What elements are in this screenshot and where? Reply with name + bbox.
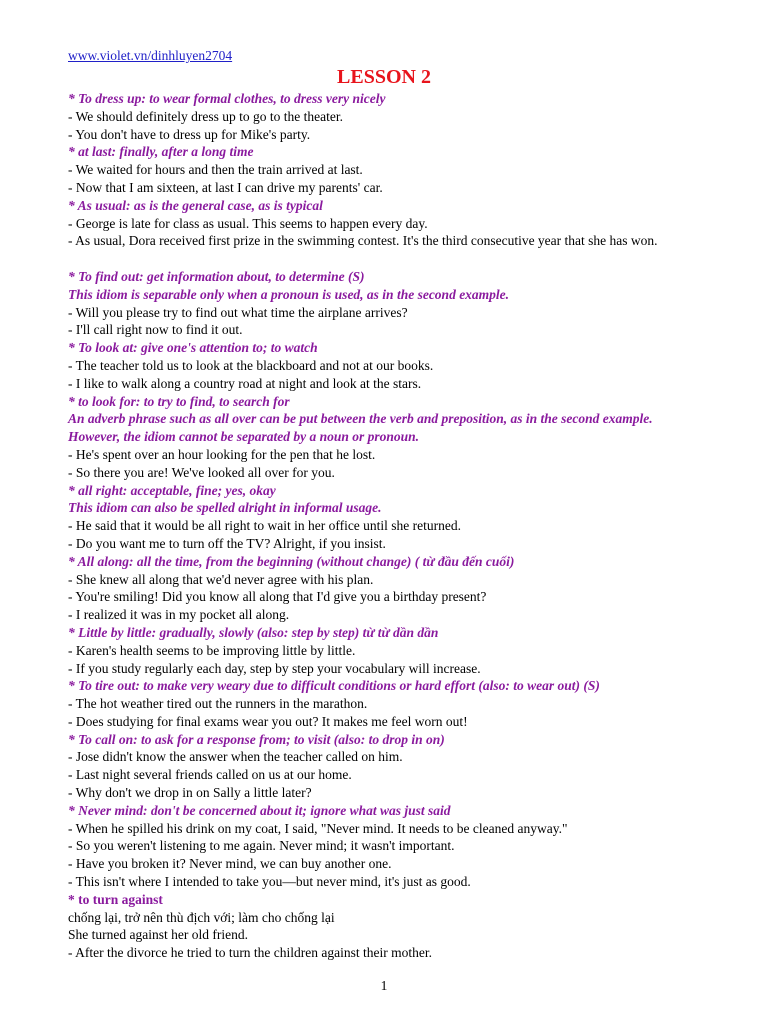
example-line: chống lại, trở nên thù địch với; làm cho chống lại: [68, 909, 335, 925]
example-line: - She knew all along that we'd never agree with his plan.: [68, 571, 374, 587]
example-line: - Why don't we drop in on Sally a little later?: [68, 785, 312, 801]
example-line: - Have you broken it? Never mind, we can buy another one.: [68, 856, 392, 872]
lesson-content: [68, 90, 698, 962]
idiom-heading: * To call on: to ask for a response from; to visit (also: to drop in on): [68, 731, 445, 747]
example-line: - The hot weather tired out the runners in the marathon.: [68, 696, 368, 712]
example-line: - If you study regularly each day, step by step your vocabulary will increase.: [68, 660, 481, 676]
example-line: - You're smiling! Did you know all along that I'd give you a birthday present?: [68, 589, 487, 605]
example-line: - George is late for class as usual. This seems to happen every day.: [68, 215, 428, 231]
example-line: - He said that it would be all right to wait in her office until she returned.: [68, 518, 462, 534]
idiom-heading: * to turn against: [68, 891, 163, 907]
example-line: - So there you are! We've looked all over for you.: [68, 464, 335, 480]
example-line: - I realized it was in my pocket all along.: [68, 607, 290, 623]
idiom-note: An adverb phrase such as all over can be put between the verb and preposition, as in the second example. However, the idiom cannot be separated by a noun or pronoun.: [68, 411, 653, 445]
example-line: - You don't have to dress up for Mike's party.: [68, 126, 311, 142]
idiom-heading: * Little by little: gradually, slowly (also: step by step) từ từ dần dần: [68, 624, 439, 640]
idiom-heading: * To find out: get information about, to determine (S): [68, 268, 365, 284]
example-line: - Will you please try to find out what time the airplane arrives?: [68, 304, 408, 320]
example-line: - So you weren't listening to me again. Never mind; it wasn't important.: [68, 838, 455, 854]
idiom-heading: * To look at: give one's attention to; to watch: [68, 340, 318, 356]
example-line: - After the divorce he tried to turn the children against their mother.: [68, 945, 433, 961]
header-link[interactable]: www.violet.vn/dinhluyen2704: [68, 48, 233, 63]
example-line: - This isn't where I intended to take you—but never mind, it's just as good.: [68, 874, 471, 890]
idiom-heading: This idiom can also be spelled alright in informal usage.: [68, 500, 382, 516]
example-line: - As usual, Dora received first prize in the swimming contest. It's the third consecutive year that she has won.: [68, 233, 658, 249]
example-line: - When he spilled his drink on my coat, I said, "Never mind. It needs to be cleaned anyway.": [68, 820, 568, 836]
idiom-heading: * To tire out: to make very weary due to difficult conditions or hard effort (also: to wear out) (S): [68, 678, 600, 694]
example-line: - Jose didn't know the answer when the teacher called on him.: [68, 749, 403, 765]
example-line: - He's spent over an hour looking for the pen that he lost.: [68, 446, 376, 462]
idiom-heading: * As usual: as is the general case, as is typical: [68, 197, 323, 213]
idiom-heading: * all right: acceptable, fine; yes, okay: [68, 482, 276, 498]
idiom-heading: * to look for: to try to find, to search for: [68, 393, 290, 409]
example-line: - We should definitely dress up to go to the theater.: [68, 108, 343, 124]
example-line: - Do you want me to turn off the TV? Alright, if you insist.: [68, 535, 386, 551]
example-line: - The teacher told us to look at the blackboard and not at our books.: [68, 357, 434, 373]
idiom-heading: * To dress up: to wear formal clothes, to dress very nicely: [68, 91, 386, 106]
example-line: - We waited for hours and then the train arrived at last.: [68, 162, 363, 178]
example-line: - Karen's health seems to be improving little by little.: [68, 642, 356, 658]
page-title: LESSON 2: [337, 66, 431, 88]
example-line: - Last night several friends called on us at our home.: [68, 767, 352, 783]
idiom-heading: This idiom is separable only when a pronoun is used, as in the second example.: [68, 286, 510, 302]
example-line: She turned against her old friend.: [68, 927, 248, 943]
example-line: - Does studying for final exams wear you out? It makes me feel worn out!: [68, 713, 468, 729]
example-line: - I'll call right now to find it out.: [68, 322, 243, 338]
example-line: - Now that I am sixteen, at last I can drive my parents' car.: [68, 179, 383, 195]
example-line: - I like to walk along a country road at night and look at the stars.: [68, 375, 422, 391]
idiom-heading: * All along: all the time, from the beginning (without change) ( từ đầu đến cuối): [68, 553, 515, 569]
idiom-heading: * at last: finally, after a long time: [68, 144, 254, 160]
page-number: 1: [380, 978, 388, 993]
idiom-heading: * Never mind: don't be concerned about it; ignore what was just said: [68, 802, 451, 818]
